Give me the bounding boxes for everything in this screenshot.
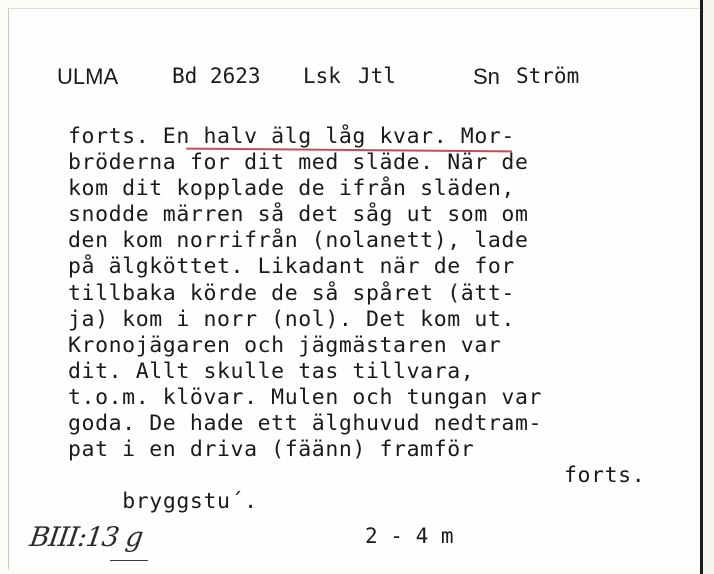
municipality-name: Ström: [516, 64, 580, 88]
record-number: Bd 2623: [172, 64, 261, 88]
province-code: Jtl: [358, 64, 396, 88]
handwritten-shelf-mark: BIII:13 g: [27, 522, 145, 553]
text-line: goda. De hade ett älghuvud nedtram-: [68, 411, 543, 437]
continuation-marker: forts.: [564, 463, 646, 489]
text-line: ja) kom i norr (nol). Det kom ut.: [68, 306, 515, 332]
text-line: forts. En halv älg låg kvar. Mor-: [68, 124, 515, 149]
text-line: den kom norrifrån (nolanett), lade: [68, 228, 529, 254]
text-line: dit. Allt skulle tas tillvara,: [68, 358, 475, 384]
text-line: snodde märren så det såg ut som om: [68, 202, 529, 228]
card-header: [0, 64, 700, 104]
text-line: bröderna for dit med släde. När de: [68, 150, 529, 176]
text-line-final: [68, 463, 668, 515]
final-line-text: bryggstu´.: [122, 489, 258, 515]
page-range: 2 - 4 m: [365, 524, 454, 548]
text-line: på älgköttet. Likadant när de for: [68, 254, 515, 280]
handwritten-mark-underline: [110, 560, 148, 561]
parish-prefix: Lsk: [303, 64, 341, 88]
municipality-prefix: Sn: [473, 64, 500, 89]
text-line: t.o.m. klövar. Mulen och tungan var: [68, 384, 543, 410]
archive-code: ULMA: [57, 64, 119, 89]
text-line: kom dit kopplade de ifrån släden,: [68, 176, 515, 202]
text-line: Kronojägaren och jägmästaren var: [68, 332, 502, 358]
text-line: tillbaka körde de så spåret (ätt-: [68, 280, 515, 306]
text-line: pat i en driva (fäänn) framför: [68, 437, 475, 463]
card-margin: [703, 0, 714, 574]
typed-text-body: [68, 124, 668, 515]
